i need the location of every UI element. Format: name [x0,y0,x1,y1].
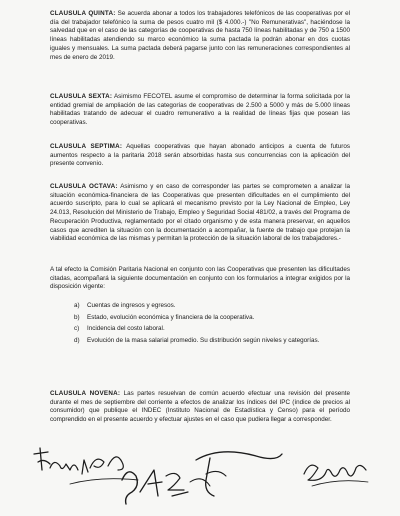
clause-octava [50,183,350,244]
clause-heading: CLAUSULA OCTAVA: [50,183,118,190]
clause-octava-continuation [50,266,350,292]
list-marker: c) [74,325,80,333]
list-item [74,302,350,311]
signature-4 [298,448,378,492]
clause-text: Asimismo FECOTEL asume el compromiso de determinar la forma solicitada por la entidad gremial de ampliación de las categorías de cooperativas de 2.500 a 5000 y más de 5.000 líneas habilitadas tratando de adecuar el cuadro remunerativo a la realidad de líneas fijas que posean las cooperativas. [50,93,350,127]
list-item [74,325,350,334]
clause-septima [50,143,350,169]
clause-heading: CLAUSULA NOVENA: [50,390,121,397]
clause-text: A tal efecto la Comisión Paritaria Nacional en conjunto con las Cooperativas que presenten las dificultades citadas, acompañará la siguiente documentación en conjunto con los formularios a integrar exigidos por la disposición vigente: [50,266,350,291]
clause-sexta [50,93,350,128]
list-item [74,337,350,346]
list-item-text: Incidencia del costo laboral. [87,325,165,333]
clause-text: Las partes resuelvan de común acuerdo efectuar una revisión del presente durante el mes de septiembre del corriente a efectos de analizar los índices del IPC (índice de precios al consumidor) que publique el INDEC (Instituto Nacional de Estadística y Censo) para el período comprendido en el presente acuerdo y efectuar ajustes en el caso que pudiera llegar a corresponder. [50,390,350,424]
required-documents-list [74,302,350,349]
clause-text: Se acuerda abonar a todos los trabajadores telefónicos de las cooperativas por el día del trabajador telefónico la suma de pesos cuatro mil ($ 4.000.-) "No Remunerativas", haciéndose la salvedad que en el caso de las categorías de cooperativas de hasta 750 líneas habilitadas y de 750 a 1500 líneas habilitadas atendiendo su marco económico la suma pactada la podrán abonar en dos cuotas iguales y mensuales. La suma pactada deberá pagarse junto con las remuneraciones correspondientes al mes de enero de 2019. [50,10,350,61]
list-item-text: Evolución de la masa salarial promedio. Su distribución según niveles y categorías. [87,337,320,345]
list-marker: d) [74,337,80,345]
clause-novena [50,390,350,425]
clause-heading: CLAUSULA SEXTA: [50,93,113,100]
list-item [74,314,350,323]
clause-quinta [50,10,350,62]
clause-heading: CLAUSULA QUINTA: [50,10,116,17]
signature-3 [190,440,290,504]
list-marker: a) [74,302,80,309]
list-item-text: Estado, evolución económica y financiera de la cooperativa. [87,313,255,321]
clause-text: Aquellas cooperativas que hayan abonado anticipos a cuenta de futuros aumentos respecto a la paritaria 2018 serán absorbidas hasta sus concurrencias con la aplicación del presente convenio. [50,143,351,168]
list-marker: b) [74,313,80,321]
clause-heading: CLAUSULA SEPTIMA: [50,143,123,150]
clause-text: Asimismo y en caso de corresponder las partes se comprometen a analizar la situación económica-financiera de las Cooperativas que presenten dificultades en el cumplimiento del acuerdo suscripto, para lo cual se aplicará el mecanismo previsto por la Ley Nacional de Empleo, Ley 24.013, Resolución del Ministerio de Trabajo, Empleo y Seguridad Social 481/02, a través del Programa de Recuperación Productiva, reglamentado por el citado organismo y de esta manera preservar, en aquellos casos que acrediten la situación con la documentación a acompañar, la fuente de trabajo que protejan la viabilidad económica de las mismas y permitan la protección de la situación laboral de los trabajadores.- [50,183,350,243]
list-item-text: Cuentas de ingresos y egresos. [87,302,176,309]
